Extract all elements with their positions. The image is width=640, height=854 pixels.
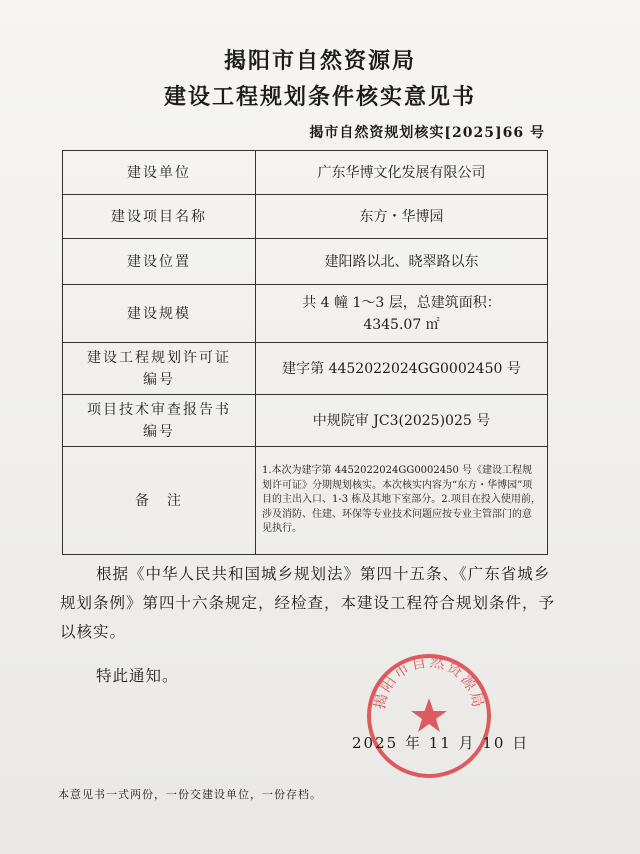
table-row bbox=[63, 447, 548, 555]
row-label-permit-number: 建设工程规划许可证编号 bbox=[63, 343, 256, 395]
table-row bbox=[63, 395, 548, 447]
row-label-construction-unit: 建设单位 bbox=[63, 151, 256, 195]
info-table bbox=[62, 150, 548, 555]
star-icon bbox=[411, 698, 447, 732]
table-row bbox=[63, 195, 548, 239]
row-value-remarks: 1.本次为建字第 4452022024GG0002450 号《建设工程规划许可证》分期规划核实。本次核实内容为“东方・华博园”项目的主出入口、1-3 栋及其地下室部分。2.项目在投入使用前，涉及消防、住建、环保等专业技术问题应按专业主管部门的意见执行。 bbox=[256, 447, 548, 555]
issue-date: 2025 年 11 月 10 日 bbox=[352, 734, 530, 752]
table-row bbox=[63, 285, 548, 343]
table-row bbox=[63, 151, 548, 195]
row-label-scale: 建设规模 bbox=[63, 285, 256, 343]
table-row bbox=[63, 239, 548, 285]
official-seal bbox=[365, 652, 493, 780]
row-value-project-name: 东方・华博园 bbox=[256, 195, 548, 239]
row-label-project-name: 建设项目名称 bbox=[63, 195, 256, 239]
footnote: 本意见书一式两份，一份交建设单位，一份存档。 bbox=[58, 788, 322, 801]
row-value-location: 建阳路以北、晓翠路以东 bbox=[256, 239, 548, 285]
table-row bbox=[63, 343, 548, 395]
row-value-permit-number: 建字第 4452022024GG0002450 号 bbox=[256, 343, 548, 395]
svg-text:揭阳市自然资源局: 揭阳市自然资源局 bbox=[370, 652, 488, 711]
document-title: 建设工程规划条件核实意见书 bbox=[163, 84, 476, 110]
row-value-construction-unit: 广东华博文化发展有限公司 bbox=[256, 151, 548, 195]
document-number: 揭市自然资规划核实[2025]66 号 bbox=[309, 125, 545, 141]
row-label-remarks: 备 注 bbox=[63, 447, 256, 555]
row-value-review-report-number: 中规院审 JC3(2025)025 号 bbox=[256, 395, 548, 447]
row-label-review-report-number: 项目技术审查报告书编号 bbox=[63, 395, 256, 447]
issuing-organization: 揭阳市自然资源局 bbox=[223, 48, 416, 74]
row-label-location: 建设位置 bbox=[63, 239, 256, 285]
notice-text: 特此通知。 bbox=[96, 667, 179, 685]
row-value-scale: 共 4 幢 1～3 层，总建筑面积：4345.07 ㎡ bbox=[256, 285, 548, 343]
body-paragraph: 根据《中华人民共和国城乡规划法》第四十五条、《广东省城乡规划条例》第四十六条规定，经检查，本建设工程符合规划条件，予以核实。 bbox=[60, 565, 556, 641]
